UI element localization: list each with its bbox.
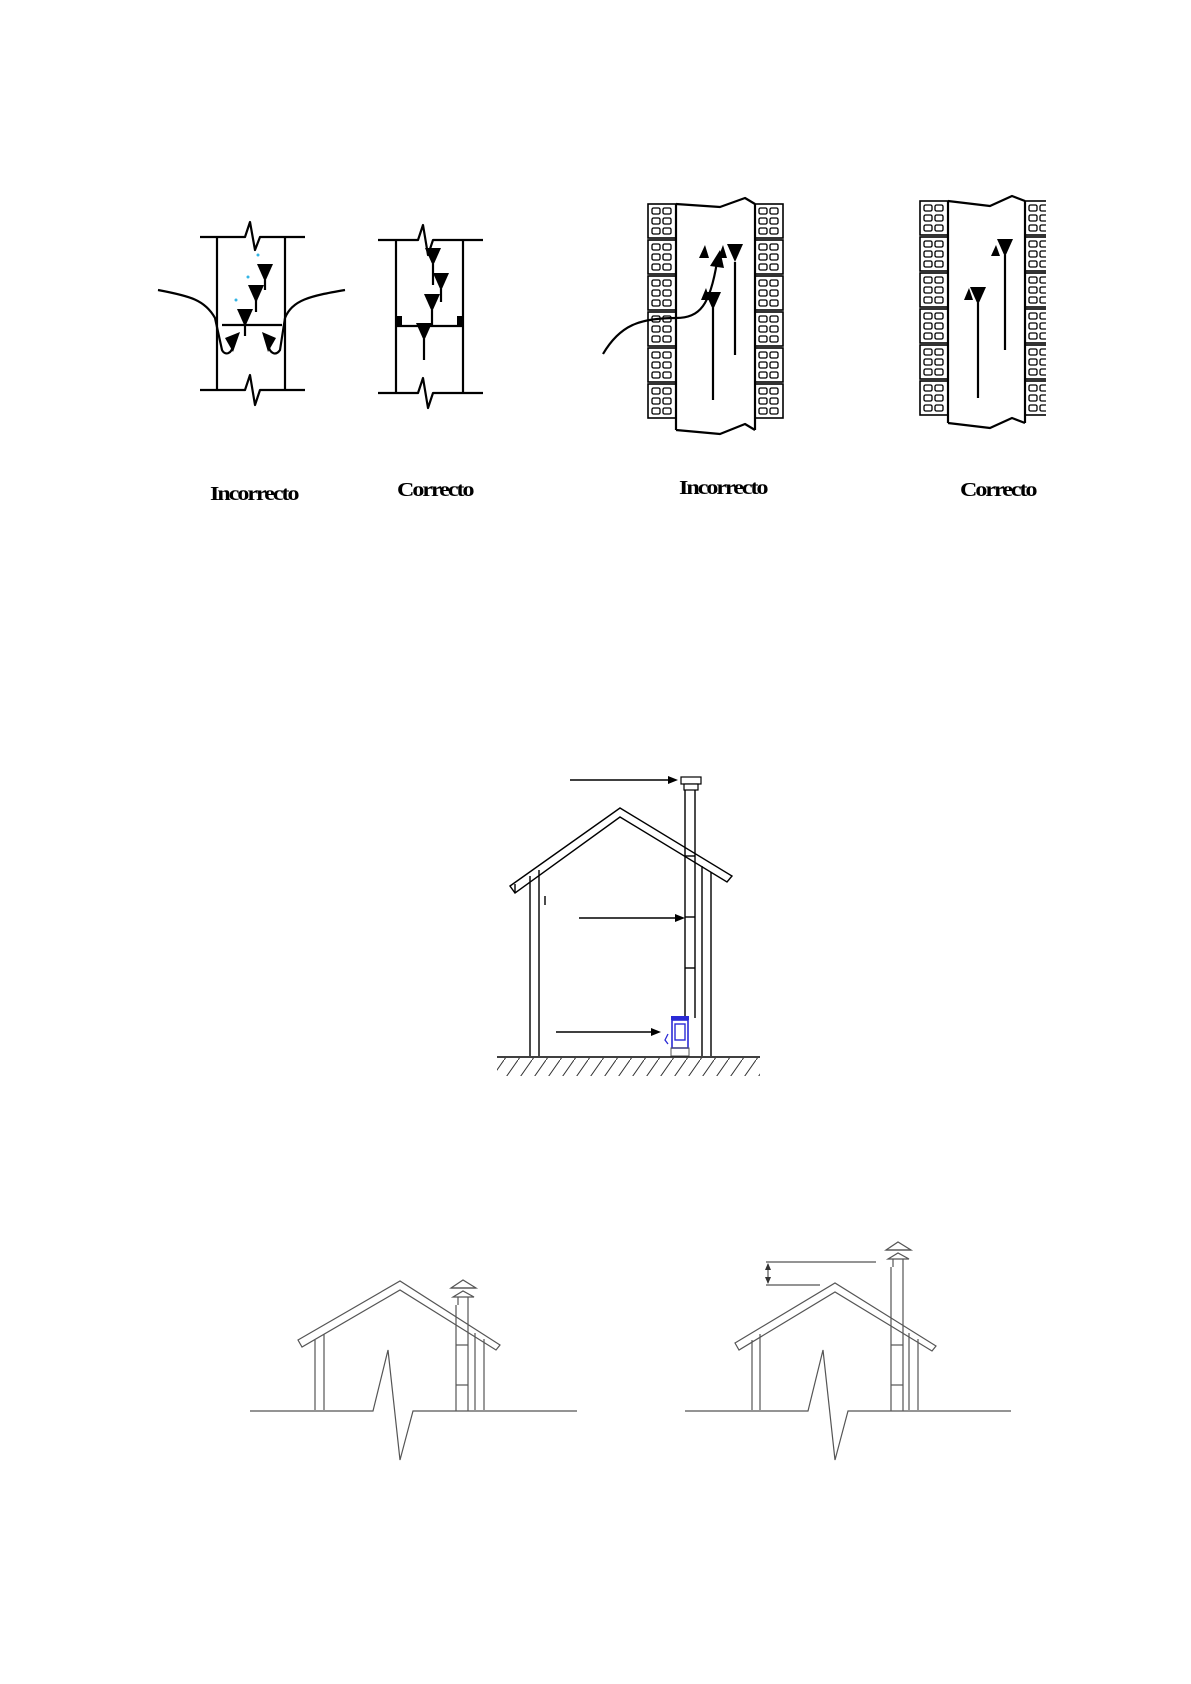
figure-2a-caption: Incorrecto	[679, 477, 767, 500]
stove-icon	[665, 1016, 689, 1056]
figure-3-house-stove-chimney	[497, 776, 760, 1076]
figure-1a-incorrect-joint	[158, 222, 345, 405]
figure-2a-incorrect-brick-chimney	[603, 198, 783, 434]
figure-4a-house-short-chimney	[250, 1280, 577, 1460]
figure-1b-correct-joint	[378, 225, 483, 408]
chimney-cap-icon	[451, 1280, 476, 1305]
figure-2b-correct-brick-chimney	[920, 190, 1191, 440]
figure-4b-house-tall-chimney	[685, 1242, 1011, 1460]
chimney-cap-icon	[886, 1242, 911, 1267]
figure-1b-caption: Correcto	[397, 479, 473, 502]
figure-2b-caption: Correcto	[960, 479, 1036, 502]
figure-1a-caption: Incorrecto	[210, 483, 298, 506]
